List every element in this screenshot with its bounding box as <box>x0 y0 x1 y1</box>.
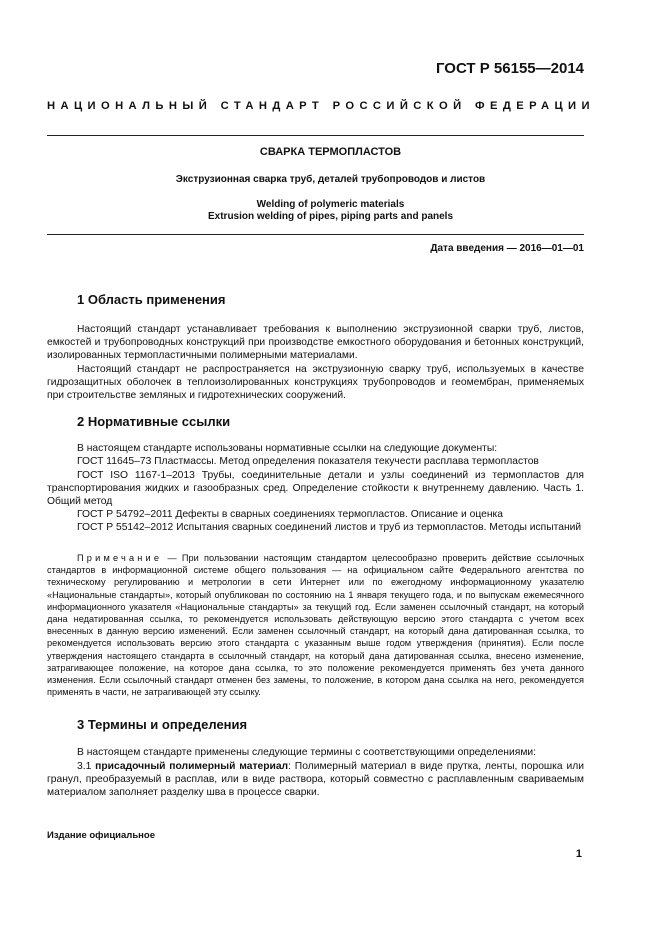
note-label: Примечание <box>77 553 163 563</box>
term-name: присадочный полимерный материал <box>95 761 289 772</box>
section-2-heading: 2 Нормативные ссылки <box>77 414 231 429</box>
section-1-paragraph-2: Настоящий стандарт не распространяется на экструзионную сварку труб, используемых в качестве гидрозащитных оболочек в теплоизолированных конструкциях трубопроводов и геомембран, применяемых при строительстве земляных и гидротехнических сооружений. <box>47 364 584 401</box>
term-definition-text: : Полимерный материал в виде прутка, ленты, порошка или гранул, преобразуемый в расплав, или в виде раствора, который совместно с расплавленным свариваемым материалом заполняет разделку шва в процессе сварки. <box>47 761 584 798</box>
section-3-heading: 3 Термины и определения <box>77 717 248 732</box>
term-definition <box>47 760 584 799</box>
term-number: 3.1 <box>77 761 96 772</box>
note-text: — При пользовании настоящим стандартом целесообразно проверить действие ссылочных стандартов в информационной системе общего пользования — на официальном сайте Федерального агентства по техническому регулированию и метрологии в сети Интернет или по ежегодному информационному указателю «Национальные стандарты», который опубликован по состоянию на 1 января текущего года, и по выпускам ежемесячного информационного указателя «Национальные стандарты» за текущий год. Если заменен ссылочный стандарт, на который дана недатированная ссылка, то рекомендуется использовать действующую версию этого стандарта с учетом всех внесенных в данную версию изменений. Если заменен ссылочный стандарт, на который дана датированная ссылка, то рекомендуется использовать версию этого стандарта с указанным выше годом утверждения (принятия). Если после утверждения настоящего стандарта в ссылочный стандарт, на который дана датированная ссылка, внесено изменение, затрагивающее положение, на которое дана ссылка, то это положение рекомендуется применять без учета данного изменения. Если ссылочный стандарт отменен без замены, то положение, в котором дана ссылка на него, рекомендуется применять в части, не затрагивающей эту ссылку. <box>47 553 584 698</box>
title-english-line-2: Extrusion welding of pipes, piping parts and panels <box>207 211 454 222</box>
subtitle-russian: Экструзионная сварка труб, деталей трубопроводов и листов <box>175 174 486 185</box>
national-standard-banner: НАЦИОНАЛЬНЫЙ СТАНДАРТ РОССИЙСКОЙ ФЕДЕРАЦИИ <box>47 100 595 112</box>
divider-top <box>47 135 584 136</box>
introduction-date: Дата введения — 2016—01—01 <box>430 243 584 254</box>
section-2-intro: В настоящем стандарте использованы нормативные ссылки на следующие документы: <box>77 443 498 454</box>
reference-item: ГОСТ 11645–73 Пластмассы. Метод определения показателя текучести расплава термопластов <box>77 456 539 467</box>
divider-title <box>47 234 584 235</box>
reference-item: ГОСТ Р 54792–2011 Дефекты в сварных соединениях термопластов. Описание и оценка <box>77 509 503 520</box>
reference-item: ГОСТ Р 55142–2012 Испытания сварных соединений листов и труб из термопластов. Методы испытаний <box>77 522 582 533</box>
section-1-heading: 1 Область применения <box>77 292 226 307</box>
section-3-intro: В настоящем стандарте применены следующие термины с соответствующими определениями: <box>77 747 537 758</box>
document-code: ГОСТ Р 56155—2014 <box>435 60 584 77</box>
section-1-paragraph-1: Настоящий стандарт устанавливает требования к выполнению экструзионной сварки труб, листов, емкостей и трубопроводных конструкций при производстве емкостного оборудования и бетонных конструкций, изолированных термопластичными полимерными материалами. <box>47 324 584 361</box>
title-english-line-1: Welding of polymeric materials <box>256 199 405 210</box>
title-russian: СВАРКА ТЕРМОПЛАСТОВ <box>259 146 402 158</box>
page-number: 1 <box>575 848 582 860</box>
title-english <box>47 199 614 223</box>
reference-item: ГОСТ ISO 1167-1–2013 Трубы, соединительные детали и узлы соединений из термопластов для транспортирования жидких и газообразных сред. Определение стойкости к внутреннему давлению. Часть 1. Общий метод <box>47 470 584 507</box>
official-edition-label: Издание официальное <box>47 830 155 841</box>
section-2-note <box>47 552 584 698</box>
